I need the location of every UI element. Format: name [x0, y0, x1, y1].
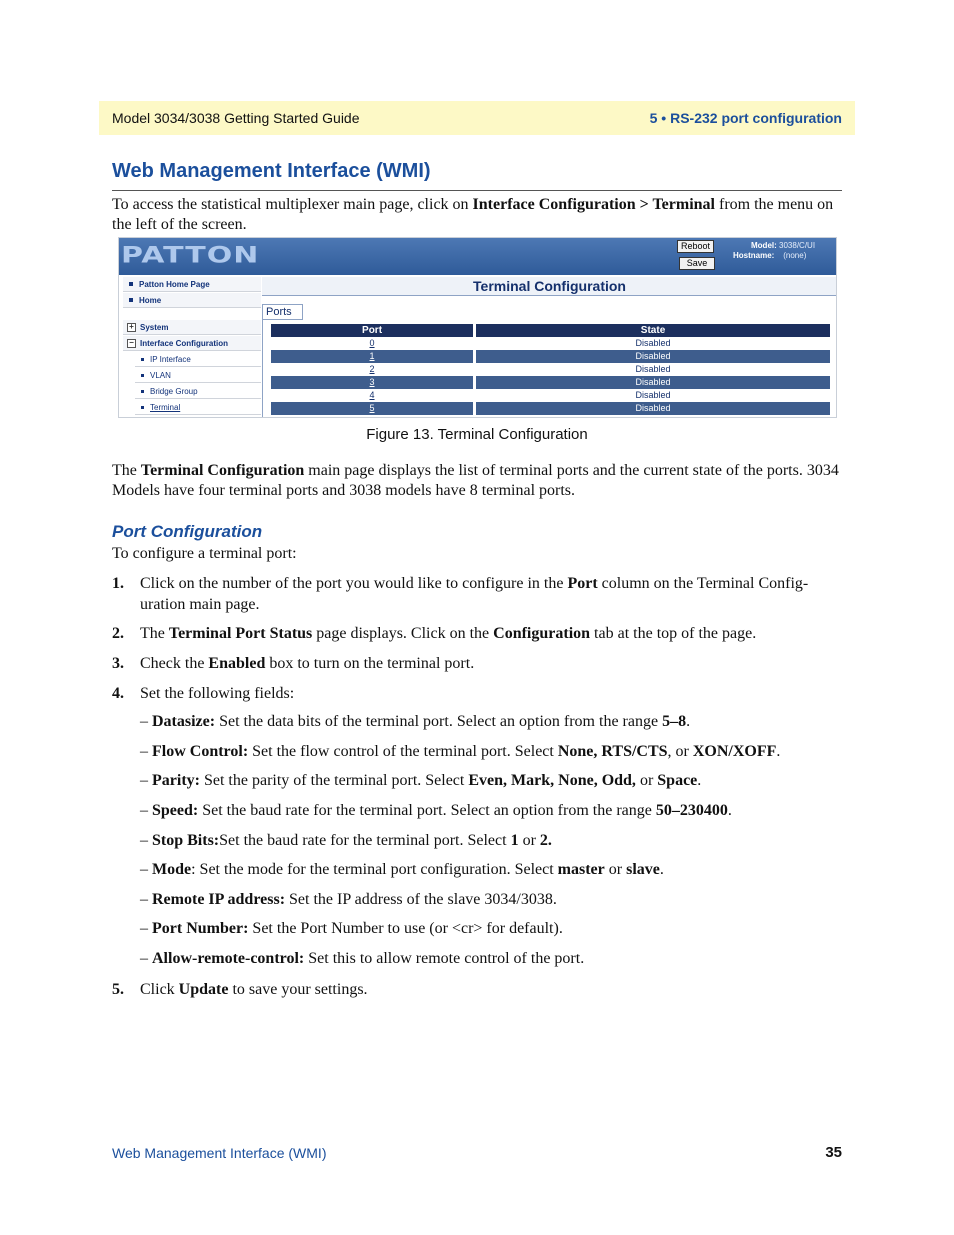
description-paragraph: The Terminal Configuration main page displays the list of terminal ports and the current state of the ports. 3034 Models have four terminal ports and 3038 models have 8 terminal ports. [112, 462, 839, 499]
tab-ports[interactable]: Ports [262, 304, 303, 320]
bullet-icon [141, 390, 144, 393]
port-state: Disabled [635, 338, 671, 348]
field-datasize: – Datasize: Set the data bits of the terminal port. Select an option from the range 5–8. [140, 713, 691, 730]
wmi-page-title: Terminal Configuration [262, 277, 837, 296]
hostname-info: Hostname: (none) [733, 251, 807, 260]
collapse-icon[interactable]: − [127, 339, 136, 348]
port-link[interactable]: 0 [369, 338, 375, 348]
port-state: Disabled [476, 350, 830, 363]
menu-interface-configuration[interactable]: − Interface Configuration [123, 336, 261, 351]
port-state: Disabled [635, 390, 671, 400]
title-rule [112, 190, 842, 191]
chapter-title: 5 • RS-232 port configuration [649, 110, 842, 126]
patton-logo: PATTON [121, 242, 260, 269]
bullet-icon [141, 406, 144, 409]
page-number: 35 [825, 1144, 842, 1161]
bullet-icon [141, 374, 144, 377]
field-remote-ip: – Remote IP address: Set the IP address of the slave 3034/3038. [140, 891, 557, 908]
port-link[interactable]: 1 [369, 351, 375, 361]
footer-section: Web Management Interface (WMI) [112, 1145, 327, 1161]
running-header [99, 101, 855, 135]
expand-icon[interactable]: + [127, 323, 136, 332]
bullet-icon [129, 282, 133, 286]
table-row [271, 389, 830, 402]
ports-table [268, 324, 833, 415]
save-button[interactable]: Save [679, 257, 715, 270]
field-speed: – Speed: Set the baud rate for the terminal port. Select an option from the range 50–230400. [140, 802, 732, 819]
menu-vlan[interactable]: VLAN [135, 368, 261, 383]
table-row [271, 350, 830, 363]
field-allow-remote-control: – Allow-remote-control: Set this to allow remote control of the port. [140, 950, 585, 967]
port-state: Disabled [635, 364, 671, 374]
column-header-port: Port [271, 324, 473, 337]
menu-terminal[interactable]: Terminal [135, 400, 261, 415]
table-row [271, 337, 830, 350]
field-flow-control: – Flow Control: Set the flow control of the terminal port. Select None, RTS/CTS, or XON/XOFF. [140, 743, 781, 760]
model-info: Model: 3038/C/UI [751, 241, 816, 250]
table-row [271, 363, 830, 376]
column-header-state: State [476, 324, 830, 337]
port-link[interactable]: 5 [369, 403, 375, 413]
bullet-icon [141, 358, 144, 361]
section-title: Web Management Interface (WMI) [112, 160, 431, 182]
subsection-title: Port Configuration [112, 522, 263, 541]
menu-system[interactable]: + System [123, 320, 261, 335]
table-row [271, 376, 830, 389]
port-link[interactable]: 4 [369, 390, 375, 400]
field-mode: – Mode: Set the mode for the terminal port configuration. Select master or slave. [140, 861, 664, 878]
menu-ip-interface[interactable]: IP Interface [135, 352, 261, 367]
terminal-config-screenshot [118, 237, 837, 418]
table-row [271, 402, 830, 415]
field-parity: – Parity: Set the parity of the terminal port. Select Even, Mark, None, Odd, or Space. [140, 772, 702, 789]
menu-home[interactable]: Home [123, 293, 261, 308]
menu-bridge-group[interactable]: Bridge Group [135, 384, 261, 399]
menu-patton-home[interactable]: Patton Home Page [123, 277, 261, 292]
subsection-intro: To configure a terminal port: [112, 545, 297, 562]
port-state: Disabled [476, 402, 830, 415]
intro-paragraph: To access the statistical multiplexer main page, click on Interface Configuration > Terminal from the menu on the left of the screen. [112, 196, 834, 233]
wmi-sidebar-menu [123, 277, 261, 418]
guide-title: Model 3034/3038 Getting Started Guide [112, 110, 360, 126]
bullet-icon [129, 298, 133, 302]
reboot-button[interactable]: Reboot [677, 240, 714, 253]
figure-caption: Figure 13. Terminal Configuration [366, 426, 588, 443]
port-link[interactable]: 3 [369, 377, 375, 387]
field-port-number: – Port Number: Set the Port Number to use (or <cr> for default). [140, 920, 563, 937]
port-link[interactable]: 2 [369, 364, 375, 374]
field-stop-bits: – Stop Bits:Set the baud rate for the terminal port. Select 1 or 2. [140, 832, 552, 849]
wmi-banner [119, 238, 836, 275]
port-state: Disabled [476, 376, 830, 389]
